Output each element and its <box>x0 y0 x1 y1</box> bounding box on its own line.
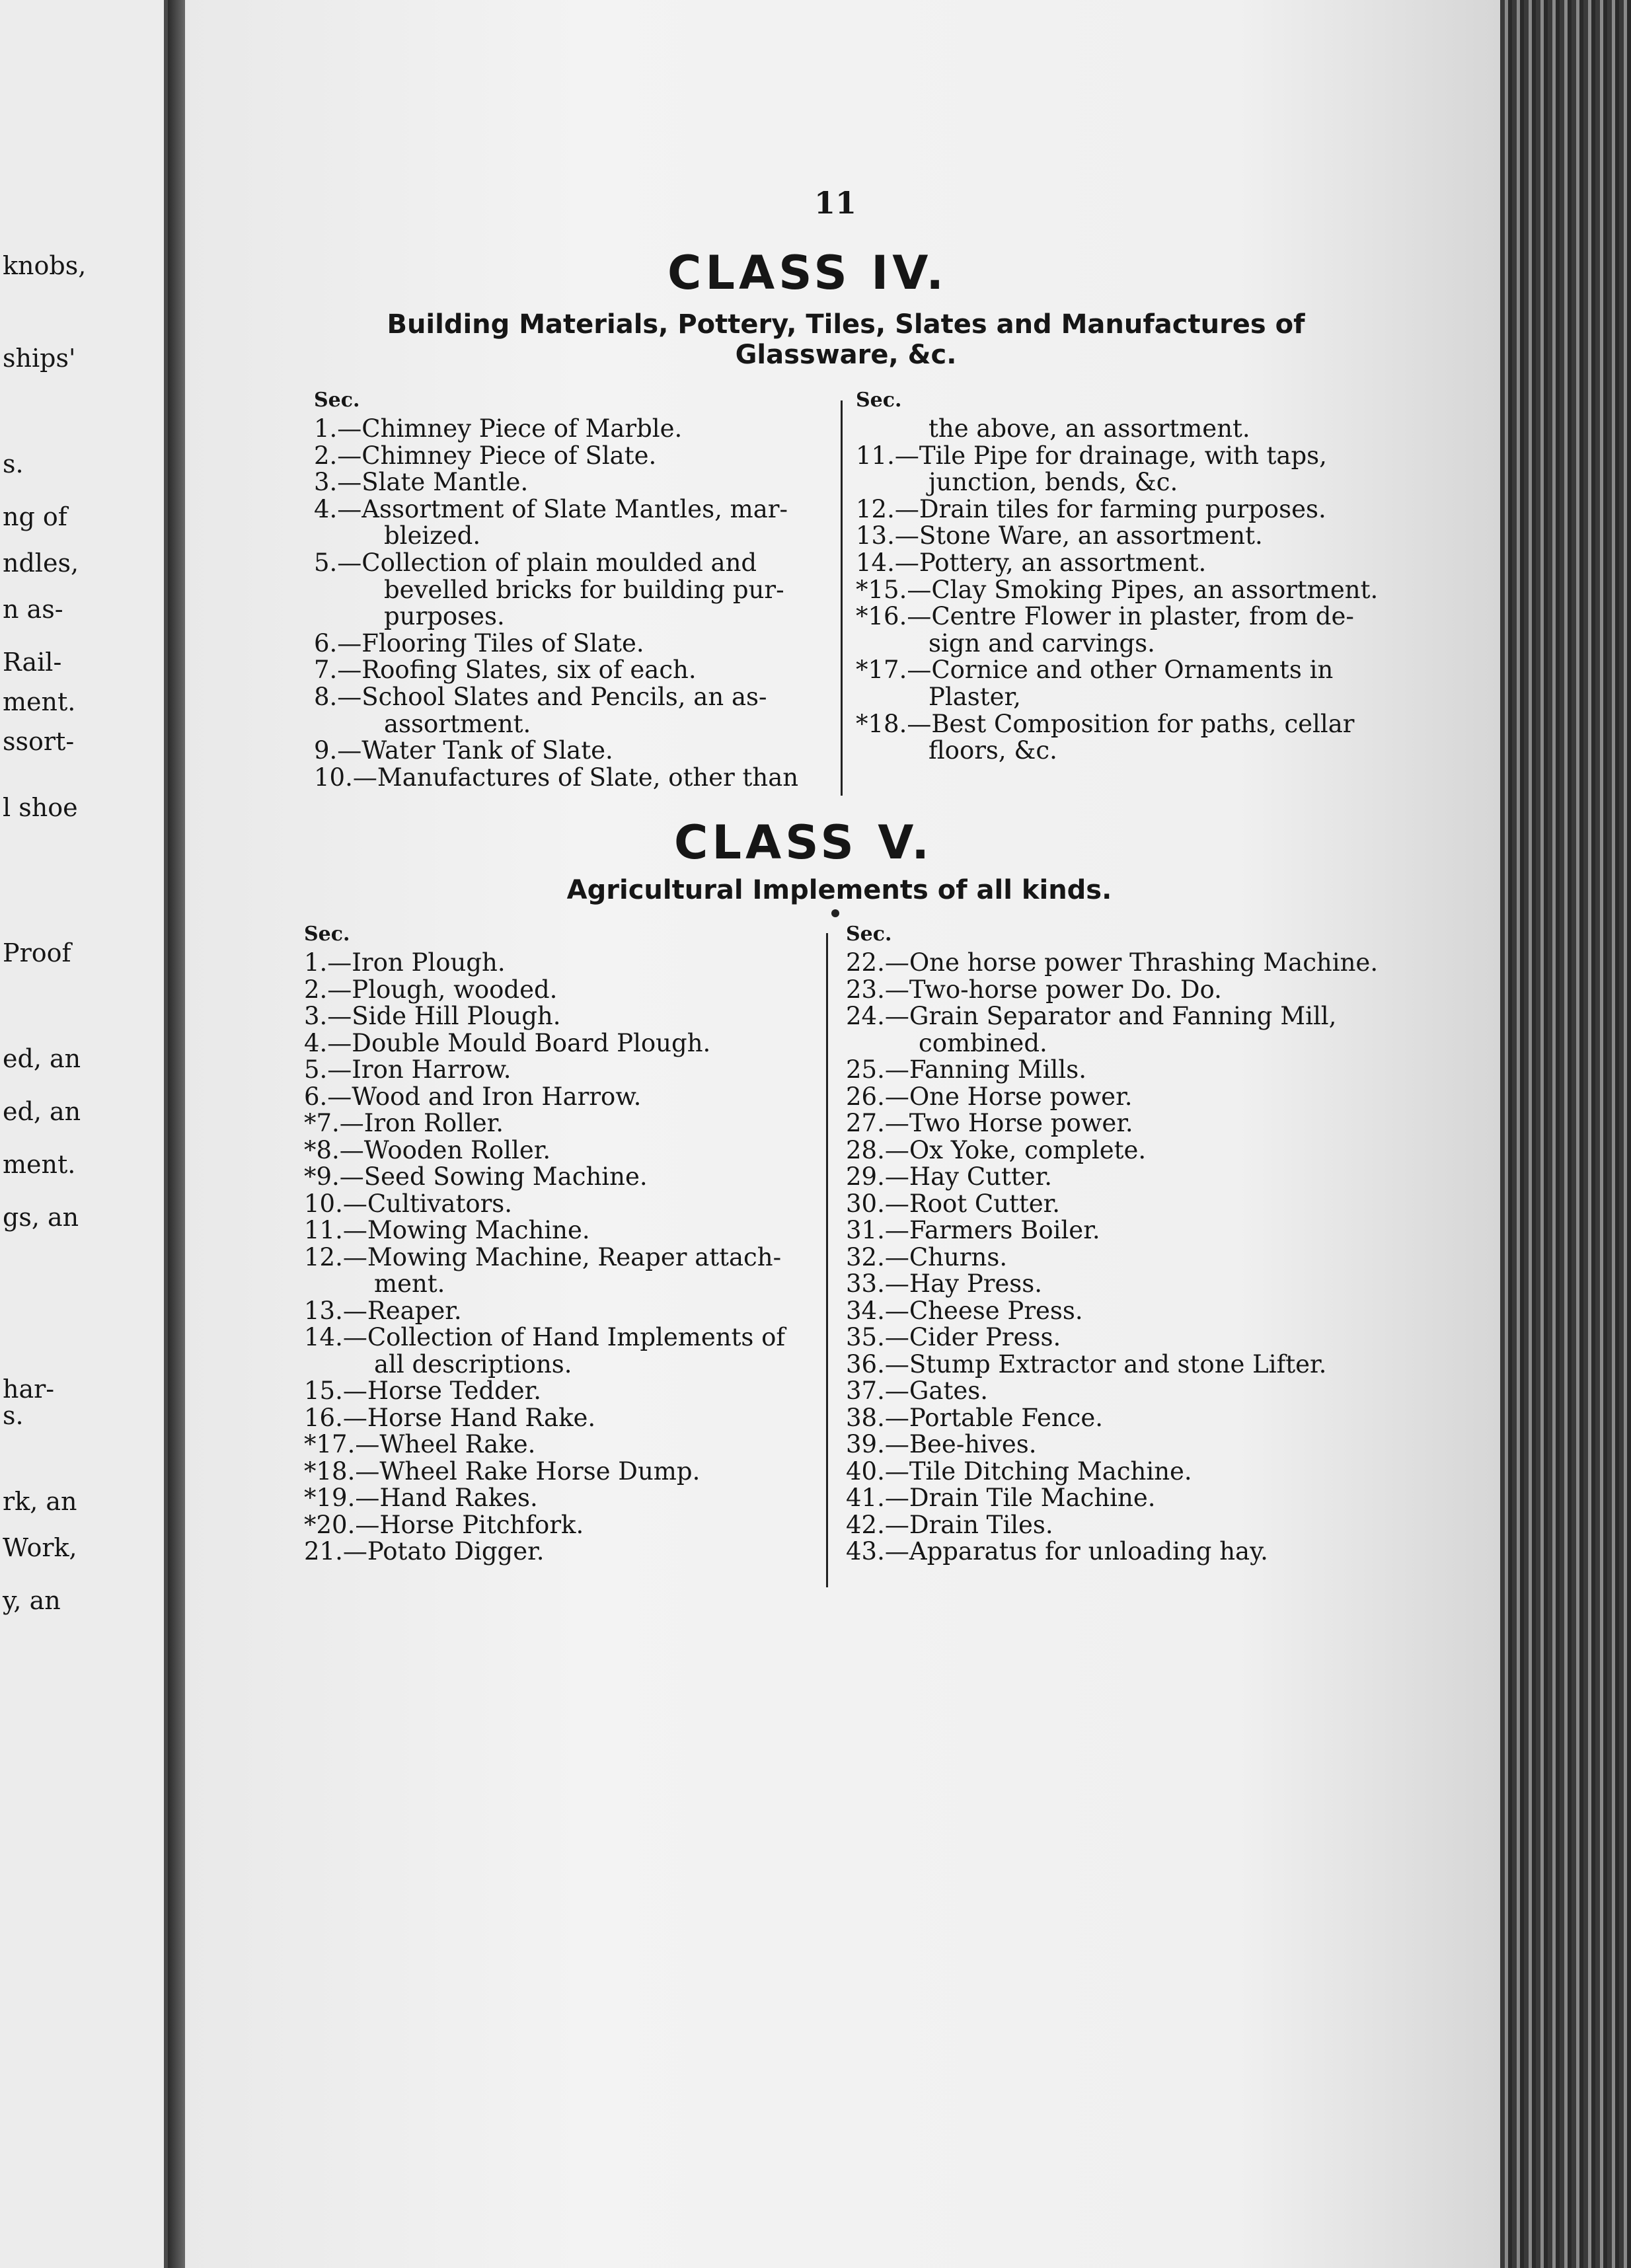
sec-label: Sec. <box>856 389 902 412</box>
sec-label: Sec. <box>846 923 892 946</box>
list-item: 9.—Water Tank of Slate. <box>314 736 613 765</box>
list-item: 6.—Flooring Tiles of Slate. <box>314 628 644 658</box>
list-item: all descriptions. <box>374 1349 572 1379</box>
left-page-text: Work, <box>3 1533 77 1562</box>
list-item: 22.—One horse power Thrashing Machine. <box>846 948 1379 977</box>
list-item: 23.—Two-horse power Do. Do. <box>846 975 1222 1004</box>
bullet-dot <box>831 909 839 917</box>
list-item: 32.—Churns. <box>846 1242 1008 1271</box>
list-item: 10.—Manufactures of Slate, other than <box>314 763 799 792</box>
list-item: 14.—Collection of Hand Implements of <box>304 1323 786 1351</box>
list-item: 35.—Cider Press. <box>846 1323 1061 1351</box>
class-iv-left-column <box>314 389 836 791</box>
list-item: *18.—Wheel Rake Horse Dump. <box>304 1456 701 1486</box>
list-item: 12.—Drain tiles for farming purposes. <box>856 494 1326 523</box>
list-item: 33.—Hay Press. <box>846 1269 1043 1298</box>
left-page-text: har- <box>3 1375 55 1404</box>
column-divider <box>841 400 843 796</box>
left-page-text: ed, an <box>3 1044 81 1073</box>
list-item: 3.—Side Hill Plough. <box>304 1002 561 1030</box>
list-item: *9.—Seed Sowing Machine. <box>304 1162 648 1191</box>
list-item: *17.—Wheel Rake. <box>304 1430 536 1458</box>
list-item: 34.—Cheese Press. <box>846 1296 1083 1325</box>
list-item: 13.—Reaper. <box>304 1296 462 1325</box>
list-item: 14.—Pottery, an assortment. <box>856 548 1207 577</box>
list-item: *18.—Best Composition for paths, cellar <box>856 709 1355 738</box>
sec-label: Sec. <box>304 923 350 946</box>
list-item: *17.—Cornice and other Ornaments in <box>856 656 1334 685</box>
left-page-text: s. <box>3 1401 24 1430</box>
list-item: 42.—Drain Tiles. <box>846 1510 1053 1539</box>
list-item: 8.—School Slates and Pencils, an as- <box>314 682 767 711</box>
list-item: 2.—Chimney Piece of Slate. <box>314 441 657 470</box>
list-item: bleized. <box>384 521 481 550</box>
list-item: 10.—Cultivators. <box>304 1189 513 1218</box>
column-divider <box>826 933 828 1587</box>
list-item: 27.—Two Horse power. <box>846 1109 1133 1137</box>
left-page-text: n as- <box>3 595 63 624</box>
list-item: 36.—Stump Extractor and stone Lifter. <box>846 1349 1327 1379</box>
list-item: 12.—Mowing Machine, Reaper attach- <box>304 1242 782 1271</box>
left-page-text: knobs, <box>3 251 87 280</box>
list-item: 29.—Hay Cutter. <box>846 1162 1052 1191</box>
list-item: 11.—Mowing Machine. <box>304 1216 590 1244</box>
class-iv-subtitle: Building Materials, Pottery, Tiles, Slates and Manufactures of Glassware, &c. <box>387 309 1305 370</box>
left-page-text: Rail- <box>3 648 62 677</box>
list-item: 2.—Plough, wooded. <box>304 975 558 1004</box>
list-item: 4.—Assortment of Slate Mantles, mar- <box>314 494 788 523</box>
list-item: 16.—Horse Hand Rake. <box>304 1403 596 1432</box>
list-item: 25.—Fanning Mills. <box>846 1055 1086 1084</box>
book-gutter <box>168 0 185 2268</box>
list-item: 5.—Iron Harrow. <box>304 1055 512 1084</box>
list-item: 21.—Potato Digger. <box>304 1537 545 1566</box>
list-item: 39.—Bee-hives. <box>846 1430 1037 1458</box>
list-item: *15.—Clay Smoking Pipes, an assortment. <box>856 575 1379 604</box>
class-v-subtitle: Agricultural Implements of all kinds. <box>566 875 1112 905</box>
list-item: *7.—Iron Roller. <box>304 1109 504 1137</box>
list-item: assortment. <box>384 709 531 738</box>
list-item: 4.—Double Mould Board Plough. <box>304 1028 711 1057</box>
left-page-text: ships' <box>3 344 76 373</box>
list-item: 30.—Root Cutter. <box>846 1189 1061 1218</box>
list-item: bevelled bricks for building pur- <box>384 575 784 604</box>
left-page-text: Proof <box>3 938 71 967</box>
list-item: ment. <box>374 1269 445 1298</box>
left-page-text: ed, an <box>3 1097 81 1126</box>
sec-label: Sec. <box>314 389 360 412</box>
list-item: 1.—Iron Plough. <box>304 948 506 977</box>
list-item: floors, &c. <box>929 736 1057 765</box>
list-item: 7.—Roofing Slates, six of each. <box>314 656 697 685</box>
list-item: 5.—Collection of plain moulded and <box>314 548 757 577</box>
left-page-text: ssort- <box>3 727 75 756</box>
list-item: junction, bends, &c. <box>929 468 1178 497</box>
left-page-text: ment. <box>3 1150 76 1179</box>
list-item: sign and carvings. <box>929 628 1155 658</box>
left-page-text: ndles, <box>3 548 79 578</box>
list-item: 6.—Wood and Iron Harrow. <box>304 1082 642 1111</box>
class-iv-title: CLASS IV. <box>667 246 948 300</box>
list-item: *16.—Centre Flower in plaster, from de- <box>856 602 1354 631</box>
class-v-right-column <box>846 923 1379 1566</box>
class-iv-right-column <box>856 389 1378 765</box>
list-item: 15.—Horse Tedder. <box>304 1377 542 1405</box>
list-item: 38.—Portable Fence. <box>846 1403 1104 1432</box>
list-item: purposes. <box>384 602 505 631</box>
list-item: 43.—Apparatus for unloading hay. <box>846 1537 1268 1566</box>
list-item: *8.—Wooden Roller. <box>304 1135 551 1164</box>
left-page-text: l shoe <box>3 793 78 822</box>
page-edge <box>1500 0 1631 2268</box>
list-item: 40.—Tile Ditching Machine. <box>846 1456 1192 1486</box>
list-item: 37.—Gates. <box>846 1377 988 1405</box>
left-page-text: rk, an <box>3 1487 77 1516</box>
left-page-text: ng of <box>3 502 67 531</box>
list-item: *19.—Hand Rakes. <box>304 1484 538 1512</box>
list-item: 3.—Slate Mantle. <box>314 468 529 497</box>
list-item: 31.—Farmers Boiler. <box>846 1216 1100 1244</box>
list-item: 11.—Tile Pipe for drainage, with taps, <box>856 441 1327 470</box>
list-item: 41.—Drain Tile Machine. <box>846 1484 1156 1512</box>
class-v-left-column <box>304 923 826 1566</box>
left-page-fragment <box>0 0 168 2268</box>
list-item: 13.—Stone Ware, an assortment. <box>856 521 1263 550</box>
list-item: *20.—Horse Pitchfork. <box>304 1510 584 1539</box>
list-item: 1.—Chimney Piece of Marble. <box>314 414 683 443</box>
left-page-text: gs, an <box>3 1203 79 1232</box>
class-v-title: CLASS V. <box>674 815 933 870</box>
list-item: 26.—One Horse power. <box>846 1082 1133 1111</box>
list-item: the above, an assortment. <box>929 414 1250 443</box>
list-item: combined. <box>919 1028 1047 1057</box>
left-page-text: ment. <box>3 687 76 716</box>
list-item: 28.—Ox Yoke, complete. <box>846 1135 1147 1164</box>
left-page-text: y, an <box>3 1586 61 1615</box>
list-item: Plaster, <box>929 682 1021 711</box>
page-number: 11 <box>814 185 857 221</box>
left-page-text: s. <box>3 449 24 478</box>
list-item: 24.—Grain Separator and Fanning Mill, <box>846 1002 1337 1030</box>
